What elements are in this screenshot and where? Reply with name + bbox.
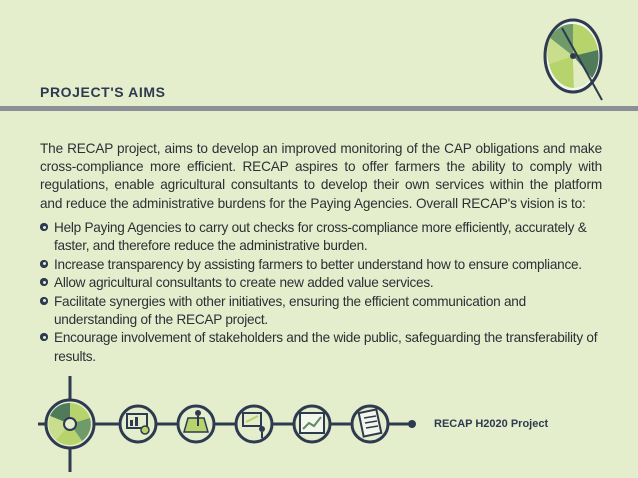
list-item: [40, 219, 606, 256]
bullet-icon: [40, 297, 48, 305]
list-item: [40, 274, 606, 292]
bullet-icon: [40, 278, 48, 286]
list-item-text: Help Paying Agencies to carry out checks for cross-compliance more efficiently, accurately & faster, and therefore reduce the administrative burden.: [54, 220, 587, 254]
data-screen-icon: [120, 406, 156, 442]
list-item-text: Allow agricultural consultants to create new added value services.: [54, 275, 434, 291]
trend-chart-icon: [294, 406, 330, 442]
farmer-field-icon: [178, 406, 214, 442]
list-item-text: Increase transparency by assisting farmers to better understand how to ensure compliance.: [54, 256, 582, 272]
list-item: [40, 329, 606, 366]
recap-logo-icon: [540, 12, 610, 104]
list-item: [40, 293, 606, 330]
aims-list: [40, 219, 606, 366]
bullet-icon: [40, 260, 48, 268]
project-label: RECAP H2020 Project: [434, 418, 549, 430]
target-crosshair-icon: [38, 376, 102, 472]
page-title: PROJECT'S AIMS: [40, 84, 166, 100]
document-list-icon: [352, 406, 388, 442]
intro-paragraph: The RECAP project, aims to develop an improved monitoring of the CAP obligations and make cross-compliance more efficient. RECAP aspires to offer farmers the ability to comply with regulations, enable agricultural consultants to develop their own services within the platform and reduce the administrative burdens for the Paying Agencies. Overall RECAP's vision is to:: [40, 140, 602, 211]
title-divider: [0, 106, 638, 111]
list-item-text: Facilitate synergies with other initiatives, ensuring the efficient communication and understanding of the RECAP project.: [54, 293, 526, 328]
bullet-icon: [40, 333, 48, 341]
list-item: [40, 256, 606, 274]
bullet-icon: [40, 223, 48, 231]
list-item-text: Encourage involvement of stakeholders and the wide public, safeguarding the transferability of results.: [54, 330, 598, 364]
presenter-board-icon: [236, 406, 272, 442]
